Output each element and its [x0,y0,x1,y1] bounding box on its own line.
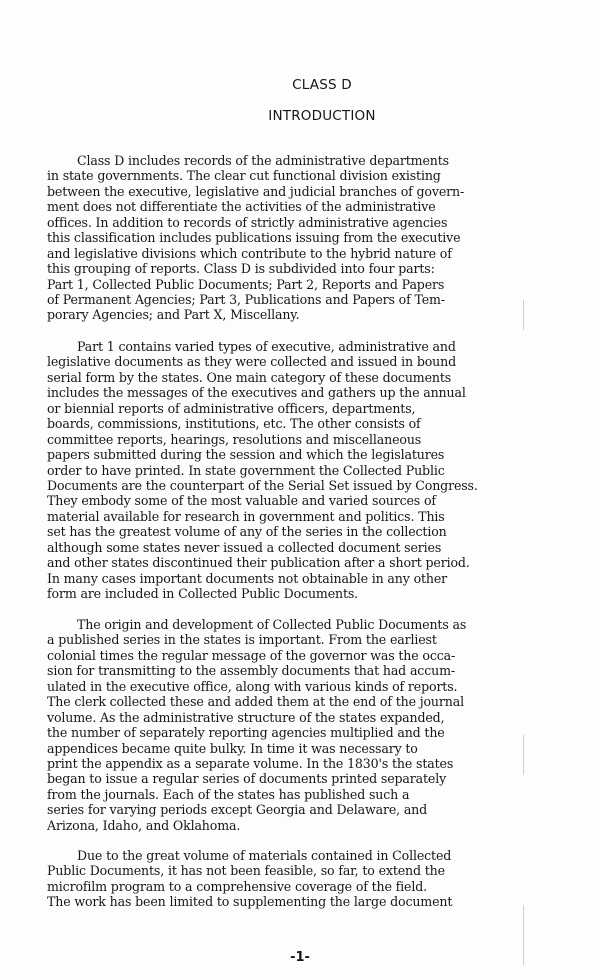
text-line: appendices became quite bulky. In time it was necessary to [47,740,418,756]
text-line: The work has been limited to supplementing the large document [47,894,453,910]
text-line: legislative documents as they were collected and issued in bound [47,354,457,370]
text-line: The clerk collected these and added them at the end of the journal [47,694,464,710]
text-line: boards, commissions, institutions, etc. The other consists of [47,416,421,432]
class-heading: CLASS D [292,77,352,93]
text-line: from the journals. Each of the states has published such a [47,786,410,802]
text-line: Part 1, Collected Public Documents; Part 2, Reports and Papers [47,276,445,292]
text-line: Public Documents, it has not been feasible, so far, to extend the [47,863,445,879]
text-line: between the executive, legislative and judicial branches of govern- [47,183,465,199]
text-line: material available for research in government and politics. This [47,508,445,524]
scan-artifact [523,300,524,330]
text-line: ulated in the executive office, along with various kinds of reports. [47,678,458,694]
text-line: the number of separately reporting agencies multiplied and the [47,725,445,741]
text-line: offices. In addition to records of strictly administrative agencies [47,214,448,230]
text-line: Documents are the counterpart of the Serial Set issued by Congress. [47,477,478,493]
text-line: Class D includes records of the administrative departments [77,153,449,168]
text-line: order to have printed. In state government the Collected Public [47,462,445,478]
text-line: a published series in the states is important. From the earliest [47,632,437,648]
text-line: serial form by the states. One main category of these documents [47,369,452,385]
text-line: of Permanent Agencies; Part 3, Publications and Papers of Tem- [47,291,445,307]
text-line: in state governments. The clear cut functional division existing [47,168,441,184]
text-line: The origin and development of Collected Public Documents as [77,617,467,632]
text-line: this classification includes publications issuing from the executive [47,230,461,246]
paragraph-part-1 [47,339,587,601]
text-line: this grouping of reports. Class D is subdivided into four parts: [47,261,435,277]
scan-artifact [523,735,524,775]
text-line: set has the greatest volume of any of the series in the collection [47,524,447,540]
text-line: series for varying periods except Georgia and Delaware, and [47,802,428,818]
text-line: volume. As the administrative structure of the states expanded, [47,709,445,725]
text-line: Due to the great volume of materials contained in Collected [77,848,452,863]
section-heading: INTRODUCTION [268,108,376,124]
paragraph-volume [47,848,587,910]
text-line: form are included in Collected Public Documents. [47,586,359,601]
text-line: ment does not differentiate the activities of the administrative [47,199,436,215]
text-line: microfilm program to a comprehensive coverage of the field. [47,878,428,894]
text-line: papers submitted during the session and which the legislatures [47,447,445,463]
paragraph-origin [47,617,587,833]
text-line: In many cases important documents not obtainable in any other [47,570,448,586]
text-line: Arizona, Idaho, and Oklahoma. [47,817,241,833]
text-line: Part 1 contains varied types of executive, administrative and [77,339,456,354]
text-line: and other states discontinued their publication after a short period. [47,555,470,571]
text-line: began to issue a regular series of documents printed separately [47,771,447,787]
text-line: colonial times the regular message of the governor was the occa- [47,647,456,663]
text-line: or biennial reports of administrative officers, departments, [47,400,416,416]
text-line: committee reports, hearings, resolutions and miscellaneous [47,431,422,447]
text-line: and legislative divisions which contribute to the hybrid nature of [47,245,452,261]
page-number: -1- [290,950,310,965]
text-line: sion for transmitting to the assembly documents that had accum- [47,663,455,679]
text-line: porary Agencies; and Part X, Miscellany. [47,307,300,323]
paragraph-class-overview [47,153,587,323]
text-line: They embody some of the most valuable and varied sources of [47,493,436,509]
text-line: includes the messages of the executives and gathers up the annual [47,385,466,401]
text-line: although some states never issued a collected document series [47,539,442,555]
text-line: print the appendix as a separate volume. In the 1830's the states [47,755,454,771]
